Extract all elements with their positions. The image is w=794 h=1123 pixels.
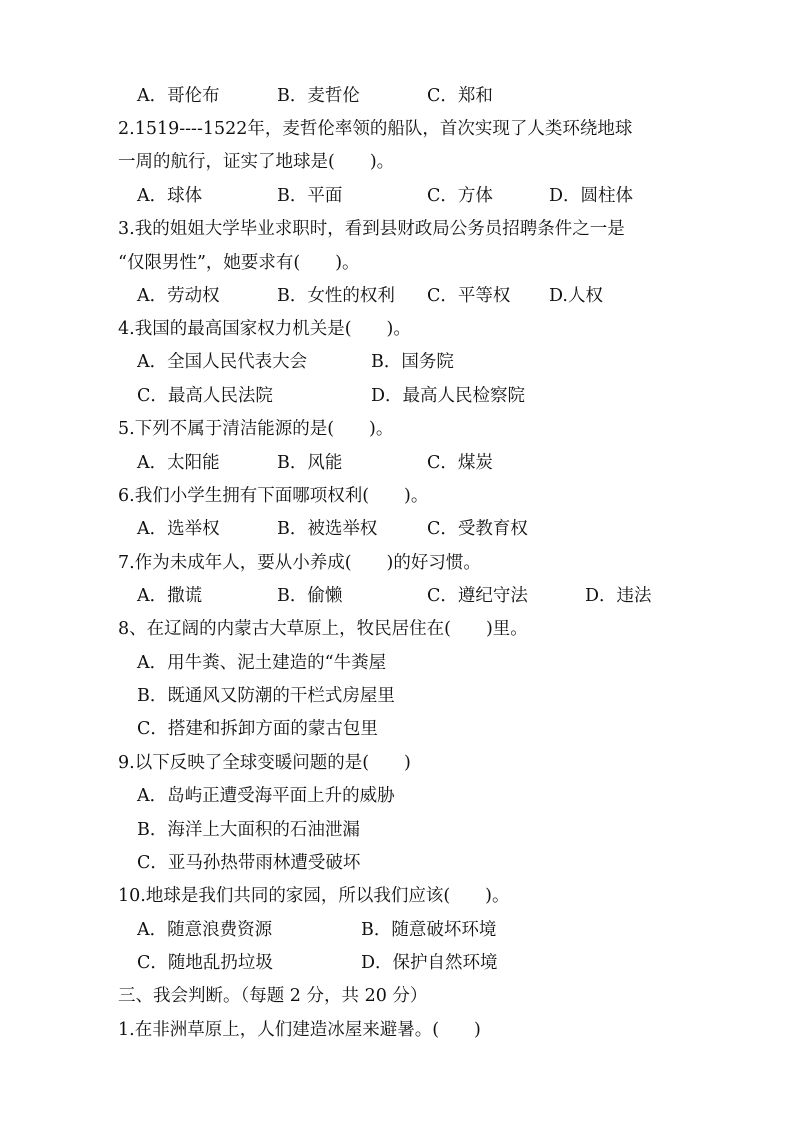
option-c: C．最高人民法院 [137, 386, 273, 406]
question-9-option-b: B．海洋上大面积的石油泄漏 [137, 820, 360, 840]
question-9-stem: 9.以下反映了全球变暖问题的是( ) [118, 753, 411, 773]
question-10-stem: 10.地球是我们共同的家园，所以我们应该( )。 [118, 886, 510, 906]
question-9-option-a: A．岛屿正遭受海平面上升的威胁 [137, 786, 395, 806]
option-c: C．煤炭 [427, 453, 493, 473]
option-a: A．太阳能 [137, 453, 220, 473]
question-6-stem: 6.我们小学生拥有下面哪项权利( )。 [118, 486, 429, 506]
option-c: C．方体 [427, 186, 493, 206]
option-c: C．郑和 [427, 86, 493, 106]
option-b: B．国务院 [371, 352, 454, 372]
question-4-stem: 4.我国的最高国家权力机关是( )。 [118, 319, 411, 339]
option-d: D.人权 [549, 286, 603, 306]
option-b: B．随意破坏环境 [361, 920, 497, 940]
option-b: B．风能 [277, 453, 343, 473]
option-b: B．麦哲伦 [277, 86, 360, 106]
question-3-stem-line-2: “仅限男性”，她要求有( )。 [118, 253, 360, 273]
option-a: A．球体 [137, 186, 203, 206]
question-8-option-b: B．既通风又防潮的干栏式房屋里 [137, 686, 395, 706]
option-c: C．随地乱扔垃圾 [137, 953, 273, 973]
option-c: C．受教育权 [427, 519, 528, 539]
question-2-stem-line-1: 2.1519----1522年，麦哲伦率领的船队，首次实现了人类环绕地球 [118, 119, 633, 139]
question-3-stem-line-1: 3.我的姐姐大学毕业求职时，看到县财政局公务员招聘条件之一是 [118, 219, 625, 239]
option-c: C．遵纪守法 [427, 586, 528, 606]
question-2-stem-line-2: 一周的航行，证实了地球是( )。 [118, 152, 395, 172]
option-a: A．全国人民代表大会 [137, 352, 308, 372]
option-d: D．圆柱体 [549, 186, 634, 206]
option-b: B．偷懒 [277, 586, 343, 606]
option-d: D．最高人民检察院 [371, 386, 526, 406]
section-3-heading: 三、我会判断。（每题 2 分，共 20 分） [118, 986, 428, 1006]
option-b: B．平面 [277, 186, 343, 206]
option-a: A．撒谎 [137, 586, 203, 606]
option-b: B．被选举权 [277, 519, 378, 539]
option-a: A．选举权 [137, 519, 220, 539]
question-8-option-a: A．用牛粪、泥土建造的“牛粪屋 [137, 653, 387, 673]
question-5-stem: 5.下列不属于清洁能源的是( )。 [118, 419, 394, 439]
option-c: C．平等权 [427, 286, 511, 306]
question-8-stem: 8、在辽阔的内蒙古大草原上，牧民居住在( )里。 [118, 619, 528, 639]
option-a: A．哥伦布 [137, 86, 220, 106]
question-9-option-c: C．亚马孙热带雨林遭受破坏 [137, 853, 361, 873]
question-8-option-c: C．搭建和拆卸方面的蒙古包里 [137, 719, 378, 739]
option-d: D．保护自然环境 [361, 953, 498, 973]
option-a: A．随意浪费资源 [137, 920, 273, 940]
option-b: B．女性的权利 [277, 286, 395, 306]
option-d: D．违法 [585, 586, 652, 606]
option-a: A．劳动权 [137, 286, 220, 306]
question-7-stem: 7.作为未成年人，要从小养成( )的好习惯。 [118, 553, 481, 573]
judgement-1-stem: 1.在非洲草原上，人们建造冰屋来避暑。( ) [118, 1020, 481, 1040]
